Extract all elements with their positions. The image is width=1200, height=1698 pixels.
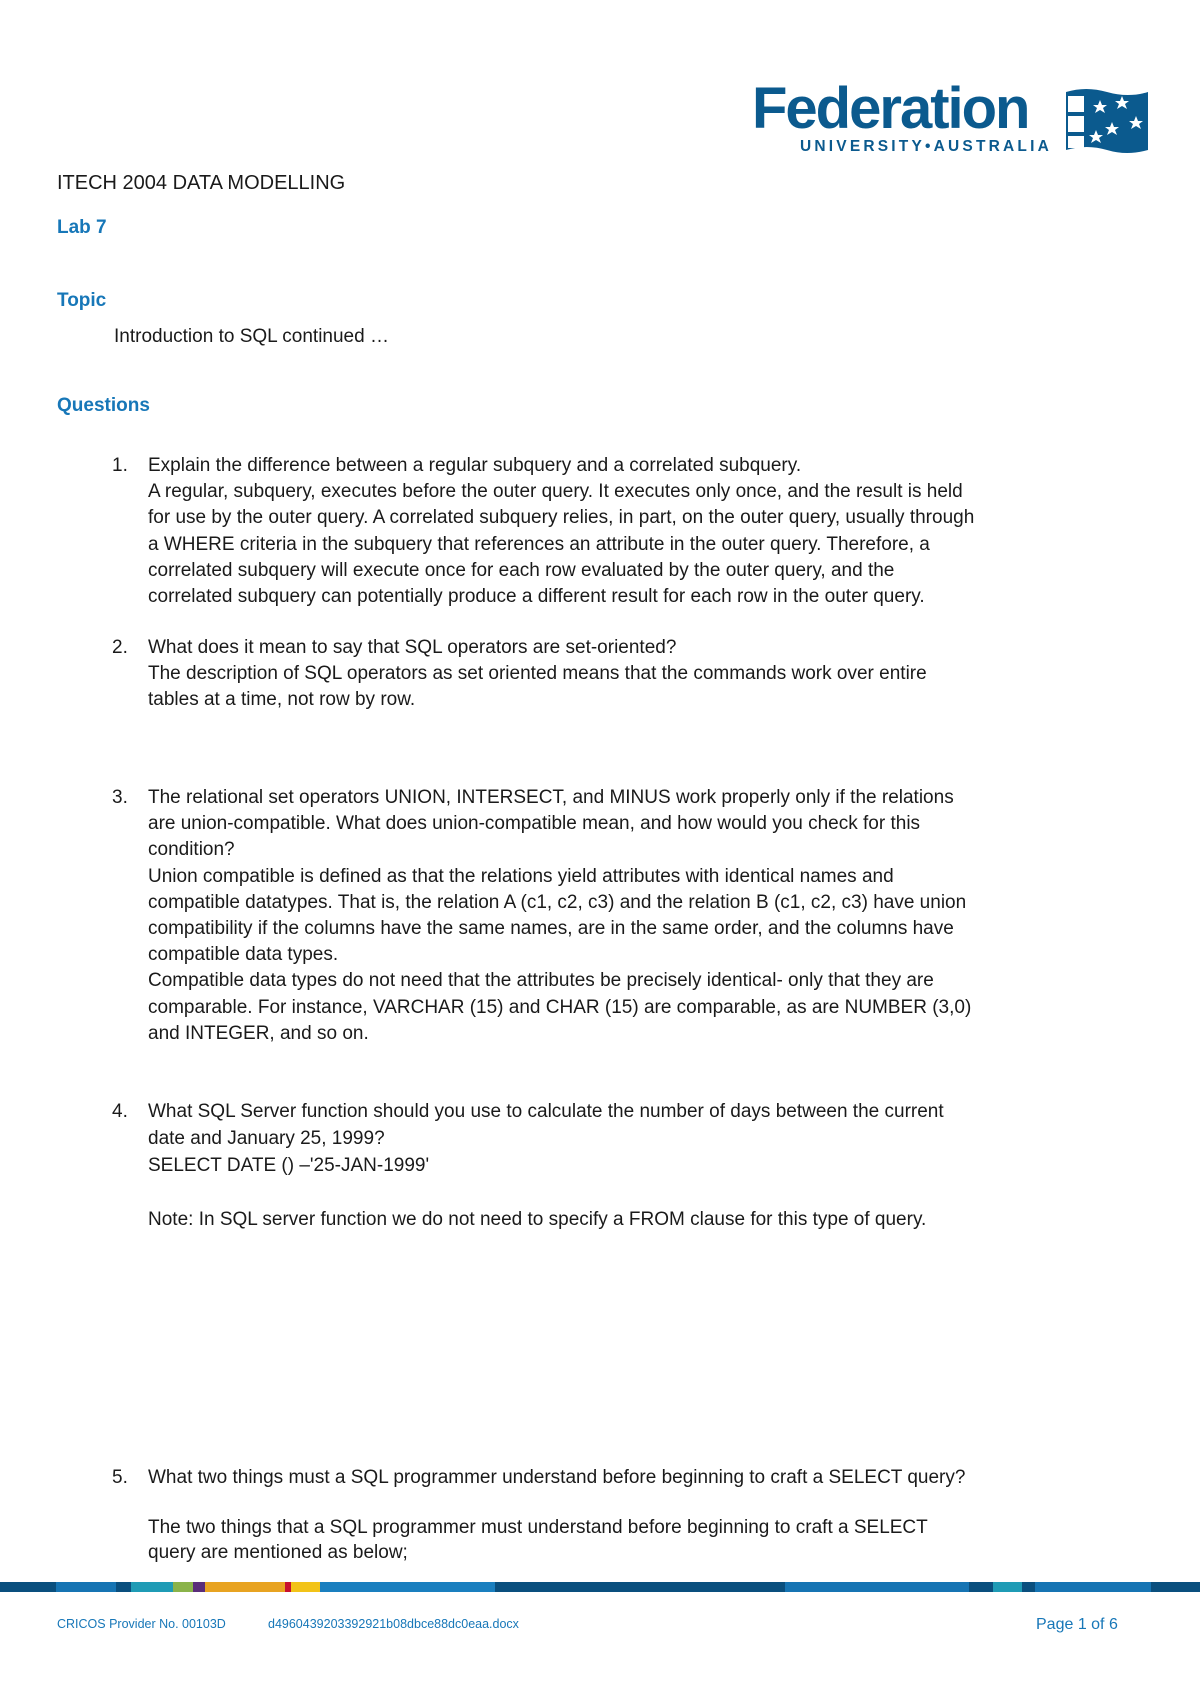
federation-university-logo — [752, 76, 1152, 160]
answer-line: comparable. For instance, VARCHAR (15) and CHAR (15) are comparable, as are NUMBER (3,0) — [148, 996, 972, 1018]
blank-line — [148, 1490, 1048, 1515]
question-4 — [112, 1098, 1048, 1233]
answer-line: compatible datatypes. That is, the relation A (c1, c2, c3) and the relation B (c1, c2, c3) have union — [148, 891, 967, 913]
note-line: Note: In SQL server function we do not need to specify a FROM clause for this type of query. — [148, 1209, 927, 1230]
questions-heading: Questions — [57, 395, 150, 416]
question-number: 4. — [112, 1101, 128, 1122]
answer-line: A regular, subquery, executes before the outer query. It executes only once, and the result is held — [148, 481, 963, 503]
answer-line: for use by the outer query. A correlated subquery relies, in part, on the outer query, usually through — [148, 507, 975, 529]
question-number: 3. — [112, 787, 128, 808]
course-title: ITECH 2004 DATA MODELLING — [57, 172, 346, 194]
answer-line: and INTEGER, and so on. — [148, 1022, 369, 1044]
question-3 — [112, 785, 1048, 1047]
question-text: are union-compatible. What does union-compatible mean, and how would you check for this — [148, 813, 921, 835]
lab-heading: Lab 7 — [57, 217, 107, 238]
answer-line: correlated subquery will execute once for each row evaluated by the outer query, and the — [148, 559, 895, 581]
question-5 — [112, 1465, 1048, 1565]
answer-line: Compatible data types do not need that the attributes be precisely identical- only that they are — [148, 970, 934, 992]
logo-wordmark: Federation — [752, 76, 1029, 141]
question-text: Explain the difference between a regular subquery and a correlated subquery. — [148, 455, 802, 476]
answer-line: correlated subquery can potentially produce a different result for each row in the outer query. — [148, 586, 925, 608]
answer-line: query are mentioned as below; — [148, 1542, 408, 1563]
answer-line: The description of SQL operators as set oriented means that the commands work over entire — [148, 663, 927, 685]
question-number: 2. — [112, 637, 128, 658]
question-2 — [112, 635, 1048, 714]
page-number: Page 1 of 6 — [1036, 1616, 1118, 1633]
answer-line: a WHERE criteria in the subquery that references an attribute in the outer query. Therefore, a — [148, 533, 930, 555]
document-filename: d4960439203392921b08dbce88dc0eaa.docx — [268, 1617, 519, 1631]
cricos-provider: CRICOS Provider No. 00103D — [57, 1617, 226, 1631]
footer-color-stripe — [0, 1582, 1200, 1592]
blank-line — [148, 1179, 1048, 1206]
answer-line: The two things that a SQL programmer must understand before beginning to craft a SELECT — [148, 1517, 928, 1538]
topic-text: Introduction to SQL continued … — [114, 326, 389, 347]
question-number: 1. — [112, 455, 128, 476]
answer-line: compatibility if the columns have the same names, are in the same order, and the columns have — [148, 918, 954, 940]
question-text: What SQL Server function should you use to calculate the number of days between the current — [148, 1101, 944, 1122]
answer-line: compatible data types. — [148, 944, 339, 966]
question-1 — [112, 453, 1048, 610]
question-text: date and January 25, 1999? — [148, 1128, 385, 1149]
question-text: condition? — [148, 839, 235, 861]
question-text: The relational set operators UNION, INTERSECT, and MINUS work properly only if the relations — [148, 787, 954, 808]
answer-line: SELECT DATE () –'25-JAN-1999' — [148, 1155, 430, 1176]
logo-subtitle: UNIVERSITY•AUSTRALIA — [800, 138, 1052, 155]
question-text: What two things must a SQL programmer understand before beginning to craft a SELECT query? — [148, 1467, 966, 1488]
answer-line: tables at a time, not row by row. — [148, 689, 416, 711]
question-number: 5. — [112, 1467, 128, 1488]
question-text: What does it mean to say that SQL operators are set-oriented? — [148, 637, 677, 658]
flag-emblem-icon — [1066, 86, 1148, 156]
topic-heading: Topic — [57, 290, 107, 311]
answer-line: Union compatible is defined as that the relations yield attributes with identical names and — [148, 865, 894, 887]
